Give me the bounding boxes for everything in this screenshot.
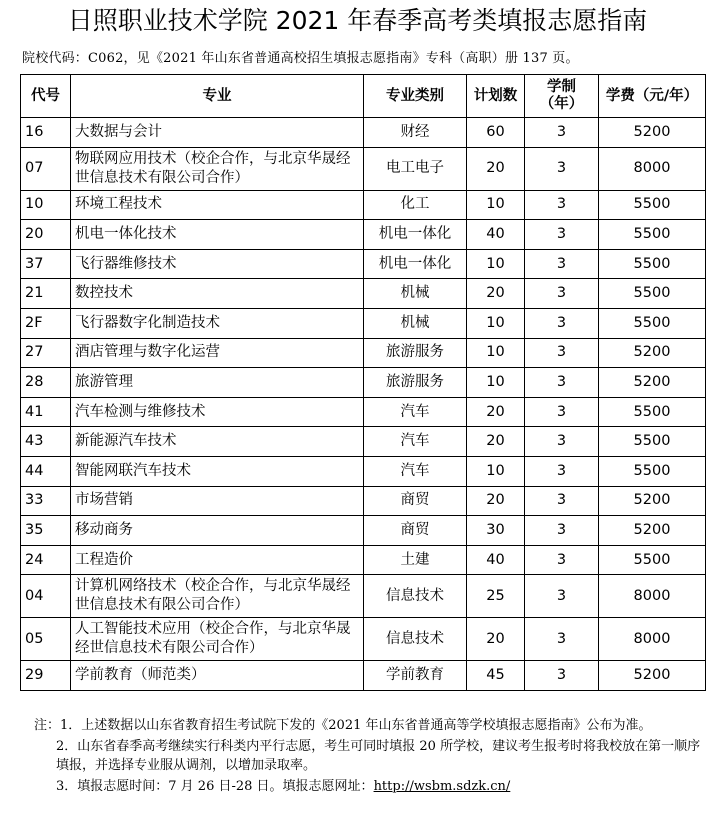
cell-code: 24 <box>21 545 71 575</box>
header-major: 专业 <box>71 75 364 118</box>
note-1: 注：1．上述数据以山东省教育招生考试院下发的《2021 年山东省普通高等学校填报志愿指南》公布为准。 <box>34 718 652 733</box>
cell-category: 电工电子 <box>364 147 467 190</box>
cell-major: 汽车检测与维修技术 <box>71 397 364 427</box>
table-row <box>21 618 706 661</box>
table-row <box>21 118 706 148</box>
cell-fee: 5200 <box>599 516 706 546</box>
cell-code: 10 <box>21 190 71 220</box>
table-row <box>21 279 706 309</box>
note-3 <box>20 777 710 796</box>
table-row <box>21 427 706 457</box>
cell-category: 财经 <box>364 118 467 148</box>
cell-fee: 5500 <box>599 220 706 250</box>
cell-fee: 5200 <box>599 118 706 148</box>
cell-fee: 5200 <box>599 661 706 691</box>
note-3-text: 3．填报志愿时间：7 月 26 日-28 日。填报志愿网址： <box>56 779 374 794</box>
cell-plan: 20 <box>467 397 525 427</box>
cell-fee: 8000 <box>599 618 706 661</box>
cell-category: 旅游服务 <box>364 338 467 368</box>
cell-code: 2F <box>21 308 71 338</box>
table-row <box>21 456 706 486</box>
cell-plan: 25 <box>467 575 525 618</box>
cell-code: 04 <box>21 575 71 618</box>
cell-fee: 5500 <box>599 308 706 338</box>
cell-code: 43 <box>21 427 71 457</box>
cell-years: 3 <box>525 118 599 148</box>
application-url-link[interactable]: http://wsbm.sdzk.cn/ <box>373 779 511 794</box>
cell-major: 物联网应用技术（校企合作，与北京华晟经世信息技术有限公司合作） <box>71 147 364 190</box>
cell-category: 机械 <box>364 279 467 309</box>
cell-category: 土建 <box>364 545 467 575</box>
cell-years: 3 <box>525 190 599 220</box>
cell-plan: 10 <box>467 368 525 398</box>
table-header-row <box>21 75 706 118</box>
notes-section <box>20 716 710 796</box>
cell-code: 20 <box>21 220 71 250</box>
cell-plan: 10 <box>467 338 525 368</box>
cell-code: 28 <box>21 368 71 398</box>
table-row <box>21 308 706 338</box>
cell-category: 信息技术 <box>364 575 467 618</box>
cell-plan: 20 <box>467 486 525 516</box>
cell-major: 旅游管理 <box>71 368 364 398</box>
cell-category: 商贸 <box>364 486 467 516</box>
note-2: 2．山东省春季高考继续实行科类内平行志愿，考生可同时填报 20 所学校，建议考生报考时将我校放在第一顺序填报，并选择专业服从调剂，以增加录取率。 <box>56 739 701 773</box>
table-body <box>21 118 706 691</box>
cell-code: 44 <box>21 456 71 486</box>
table-row <box>21 575 706 618</box>
cell-fee: 5500 <box>599 456 706 486</box>
cell-fee: 5500 <box>599 427 706 457</box>
cell-years: 3 <box>525 368 599 398</box>
cell-fee: 8000 <box>599 575 706 618</box>
cell-category: 汽车 <box>364 397 467 427</box>
cell-category: 机电一体化 <box>364 220 467 250</box>
page-title: 日照职业技术学院 2021 年春季高考类填报志愿指南 <box>67 6 648 35</box>
cell-major: 人工智能技术应用（校企合作，与北京华晟经世信息技术有限公司合作） <box>71 618 364 661</box>
cell-years: 3 <box>525 308 599 338</box>
cell-plan: 20 <box>467 618 525 661</box>
cell-years: 3 <box>525 456 599 486</box>
cell-category: 化工 <box>364 190 467 220</box>
cell-category: 汽车 <box>364 427 467 457</box>
cell-plan: 10 <box>467 308 525 338</box>
cell-code: 33 <box>21 486 71 516</box>
cell-major: 环境工程技术 <box>71 190 364 220</box>
cell-plan: 45 <box>467 661 525 691</box>
cell-fee: 5200 <box>599 486 706 516</box>
table-row <box>21 338 706 368</box>
cell-plan: 40 <box>467 545 525 575</box>
cell-years: 3 <box>525 486 599 516</box>
cell-category: 机械 <box>364 308 467 338</box>
cell-code: 05 <box>21 618 71 661</box>
table-row <box>21 147 706 190</box>
cell-years: 3 <box>525 661 599 691</box>
header-category: 专业类别 <box>364 75 467 118</box>
cell-fee: 5500 <box>599 249 706 279</box>
cell-code: 37 <box>21 249 71 279</box>
header-fee: 学费（元/年） <box>599 75 706 118</box>
cell-major: 工程造价 <box>71 545 364 575</box>
cell-years: 3 <box>525 575 599 618</box>
cell-years: 3 <box>525 545 599 575</box>
cell-years: 3 <box>525 249 599 279</box>
cell-fee: 8000 <box>599 147 706 190</box>
cell-code: 16 <box>21 118 71 148</box>
header-years-line2: （年） <box>539 96 584 112</box>
cell-plan: 40 <box>467 220 525 250</box>
table-row <box>21 486 706 516</box>
table-row <box>21 397 706 427</box>
cell-fee: 5500 <box>599 397 706 427</box>
table-row <box>21 516 706 546</box>
cell-major: 大数据与会计 <box>71 118 364 148</box>
cell-years: 3 <box>525 427 599 457</box>
cell-category: 汽车 <box>364 456 467 486</box>
cell-major: 机电一体化技术 <box>71 220 364 250</box>
cell-plan: 10 <box>467 456 525 486</box>
table-row <box>21 368 706 398</box>
header-plan: 计划数 <box>467 75 525 118</box>
cell-years: 3 <box>525 220 599 250</box>
table-row <box>21 249 706 279</box>
cell-fee: 5500 <box>599 190 706 220</box>
table-row <box>21 661 706 691</box>
cell-category: 信息技术 <box>364 618 467 661</box>
cell-major: 新能源汽车技术 <box>71 427 364 457</box>
cell-major: 移动商务 <box>71 516 364 546</box>
cell-plan: 20 <box>467 147 525 190</box>
cell-years: 3 <box>525 338 599 368</box>
cell-category: 机电一体化 <box>364 249 467 279</box>
cell-major: 飞行器维修技术 <box>71 249 364 279</box>
table-row <box>21 190 706 220</box>
cell-major: 学前教育（师范类） <box>71 661 364 691</box>
cell-major: 数控技术 <box>71 279 364 309</box>
cell-fee: 5500 <box>599 279 706 309</box>
cell-years: 3 <box>525 397 599 427</box>
cell-category: 旅游服务 <box>364 368 467 398</box>
cell-major: 市场营销 <box>71 486 364 516</box>
majors-table <box>20 74 706 691</box>
cell-years: 3 <box>525 516 599 546</box>
cell-plan: 30 <box>467 516 525 546</box>
cell-years: 3 <box>525 618 599 661</box>
cell-code: 07 <box>21 147 71 190</box>
table-row <box>21 220 706 250</box>
cell-major: 智能网联汽车技术 <box>71 456 364 486</box>
cell-category: 学前教育 <box>364 661 467 691</box>
cell-fee: 5200 <box>599 338 706 368</box>
header-years <box>525 75 599 118</box>
cell-years: 3 <box>525 279 599 309</box>
cell-code: 27 <box>21 338 71 368</box>
cell-years: 3 <box>525 147 599 190</box>
cell-category: 商贸 <box>364 516 467 546</box>
cell-plan: 10 <box>467 190 525 220</box>
cell-plan: 60 <box>467 118 525 148</box>
cell-major: 飞行器数字化制造技术 <box>71 308 364 338</box>
cell-code: 41 <box>21 397 71 427</box>
table-row <box>21 545 706 575</box>
cell-major: 酒店管理与数字化运营 <box>71 338 364 368</box>
cell-plan: 20 <box>467 279 525 309</box>
school-code-line: 院校代码：C062，见《2021 年山东省普通高校招生填报志愿指南》专科（高职）册 137 页。 <box>22 51 579 66</box>
cell-fee: 5500 <box>599 545 706 575</box>
cell-plan: 10 <box>467 249 525 279</box>
cell-code: 35 <box>21 516 71 546</box>
cell-code: 29 <box>21 661 71 691</box>
header-years-line1: 学制 <box>547 79 576 95</box>
cell-code: 21 <box>21 279 71 309</box>
header-code: 代号 <box>21 75 71 118</box>
cell-plan: 20 <box>467 427 525 457</box>
cell-fee: 5200 <box>599 368 706 398</box>
cell-major: 计算机网络技术（校企合作，与北京华晟经世信息技术有限公司合作） <box>71 575 364 618</box>
